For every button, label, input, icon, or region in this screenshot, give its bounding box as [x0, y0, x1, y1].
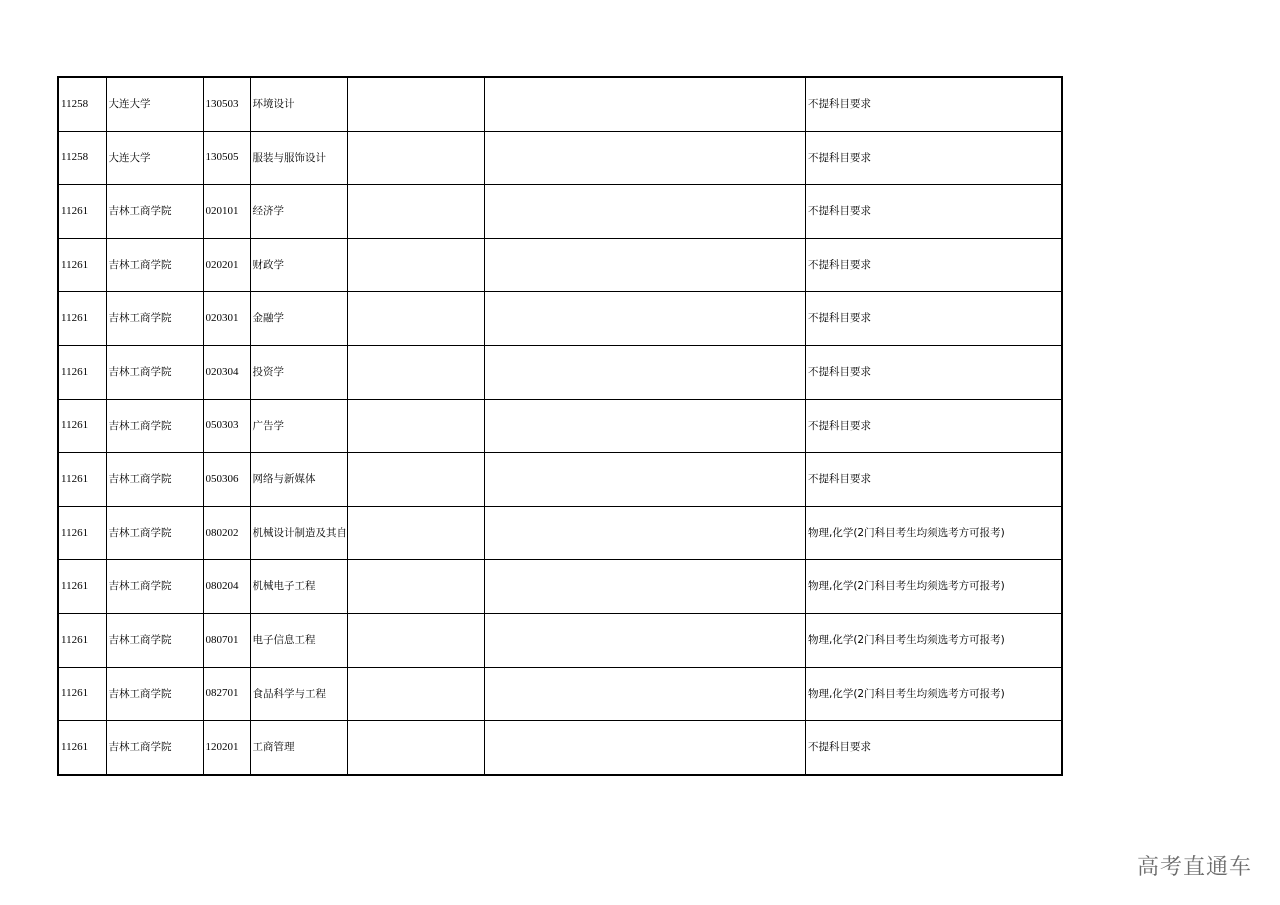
- empty-cell: [485, 131, 806, 185]
- school-name-cell: 吉林工商学院: [106, 721, 203, 775]
- major-code-cell: 020201: [203, 238, 250, 292]
- table-row: [58, 453, 1062, 507]
- empty-cell: [485, 453, 806, 507]
- school-code-cell: 11261: [58, 613, 106, 667]
- subject-requirement-cell: 不提科目要求: [806, 721, 1062, 775]
- major-code-cell: 020304: [203, 345, 250, 399]
- empty-cell: [485, 292, 806, 346]
- empty-cell: [485, 667, 806, 721]
- major-name-cell: 服装与服饰设计: [250, 131, 348, 185]
- major-name-cell: 经济学: [250, 185, 348, 239]
- subject-requirement-cell: 物理,化学(2门科目考生均须选考方可报考): [806, 560, 1062, 614]
- school-name-cell: 大连大学: [106, 77, 203, 131]
- table-row: [58, 131, 1062, 185]
- major-code-cell: 080202: [203, 506, 250, 560]
- major-name-cell: 电子信息工程: [250, 613, 348, 667]
- school-code-cell: 11261: [58, 399, 106, 453]
- school-name-cell: 吉林工商学院: [106, 185, 203, 239]
- table-row: [58, 185, 1062, 239]
- empty-cell: [348, 77, 485, 131]
- empty-cell: [348, 667, 485, 721]
- empty-cell: [348, 131, 485, 185]
- major-code-cell: 020101: [203, 185, 250, 239]
- major-code-cell: 130505: [203, 131, 250, 185]
- major-code-cell: 120201: [203, 721, 250, 775]
- school-code-cell: 11261: [58, 667, 106, 721]
- school-name-cell: 吉林工商学院: [106, 453, 203, 507]
- school-name-cell: 吉林工商学院: [106, 345, 203, 399]
- major-name-cell: 广告学: [250, 399, 348, 453]
- subject-requirement-cell: 物理,化学(2门科目考生均须选考方可报考): [806, 667, 1062, 721]
- school-name-cell: 吉林工商学院: [106, 399, 203, 453]
- major-code-cell: 082701: [203, 667, 250, 721]
- table-row: [58, 292, 1062, 346]
- major-code-cell: 050303: [203, 399, 250, 453]
- empty-cell: [485, 613, 806, 667]
- school-name-cell: 吉林工商学院: [106, 667, 203, 721]
- school-code-cell: 11261: [58, 560, 106, 614]
- subject-requirement-cell: 不提科目要求: [806, 77, 1062, 131]
- table-row: [58, 345, 1062, 399]
- empty-cell: [485, 185, 806, 239]
- school-code-cell: 11261: [58, 238, 106, 292]
- empty-cell: [348, 238, 485, 292]
- empty-cell: [485, 77, 806, 131]
- school-code-cell: 11261: [58, 345, 106, 399]
- empty-cell: [485, 560, 806, 614]
- subject-requirement-cell: 不提科目要求: [806, 292, 1062, 346]
- major-code-cell: 080701: [203, 613, 250, 667]
- table-row: [58, 399, 1062, 453]
- empty-cell: [348, 613, 485, 667]
- major-name-cell: 金融学: [250, 292, 348, 346]
- empty-cell: [348, 345, 485, 399]
- major-name-cell: 环境设计: [250, 77, 348, 131]
- school-code-cell: 11258: [58, 131, 106, 185]
- empty-cell: [485, 399, 806, 453]
- major-code-cell: 050306: [203, 453, 250, 507]
- empty-cell: [348, 506, 485, 560]
- school-name-cell: 吉林工商学院: [106, 292, 203, 346]
- subject-requirement-cell: 不提科目要求: [806, 399, 1062, 453]
- school-code-cell: 11258: [58, 77, 106, 131]
- empty-cell: [348, 185, 485, 239]
- table-row: [58, 667, 1062, 721]
- table-row: [58, 506, 1062, 560]
- school-name-cell: 吉林工商学院: [106, 506, 203, 560]
- subject-requirement-cell: 不提科目要求: [806, 345, 1062, 399]
- major-name-cell: 工商管理: [250, 721, 348, 775]
- school-code-cell: 11261: [58, 292, 106, 346]
- subject-requirement-cell: 不提科目要求: [806, 185, 1062, 239]
- empty-cell: [485, 238, 806, 292]
- school-code-cell: 11261: [58, 721, 106, 775]
- subject-requirements-table: [57, 76, 1063, 776]
- major-name-cell: 网络与新媒体: [250, 453, 348, 507]
- major-name-cell: 机械电子工程: [250, 560, 348, 614]
- empty-cell: [485, 506, 806, 560]
- subject-requirement-cell: 物理,化学(2门科目考生均须选考方可报考): [806, 506, 1062, 560]
- empty-cell: [348, 292, 485, 346]
- school-name-cell: 大连大学: [106, 131, 203, 185]
- school-name-cell: 吉林工商学院: [106, 613, 203, 667]
- watermark-text: 高考直通车: [1136, 855, 1252, 880]
- empty-cell: [348, 399, 485, 453]
- table-row: [58, 613, 1062, 667]
- empty-cell: [485, 721, 806, 775]
- school-code-cell: 11261: [58, 185, 106, 239]
- table-row: [58, 721, 1062, 775]
- subject-requirement-cell: 不提科目要求: [806, 131, 1062, 185]
- table-body: [58, 77, 1062, 775]
- school-code-cell: 11261: [58, 453, 106, 507]
- empty-cell: [348, 721, 485, 775]
- major-name-cell: 食品科学与工程: [250, 667, 348, 721]
- empty-cell: [348, 453, 485, 507]
- school-name-cell: 吉林工商学院: [106, 560, 203, 614]
- subject-requirement-cell: 不提科目要求: [806, 453, 1062, 507]
- major-name-cell: 财政学: [250, 238, 348, 292]
- empty-cell: [348, 560, 485, 614]
- major-code-cell: 130503: [203, 77, 250, 131]
- table-row: [58, 238, 1062, 292]
- major-code-cell: 020301: [203, 292, 250, 346]
- major-name-cell: 投资学: [250, 345, 348, 399]
- major-code-cell: 080204: [203, 560, 250, 614]
- major-name-cell: 机械设计制造及其自: [250, 506, 348, 560]
- table-row: [58, 77, 1062, 131]
- school-name-cell: 吉林工商学院: [106, 238, 203, 292]
- table-row: [58, 560, 1062, 614]
- empty-cell: [485, 345, 806, 399]
- subject-requirement-cell: 不提科目要求: [806, 238, 1062, 292]
- subject-requirement-cell: 物理,化学(2门科目考生均须选考方可报考): [806, 613, 1062, 667]
- school-code-cell: 11261: [58, 506, 106, 560]
